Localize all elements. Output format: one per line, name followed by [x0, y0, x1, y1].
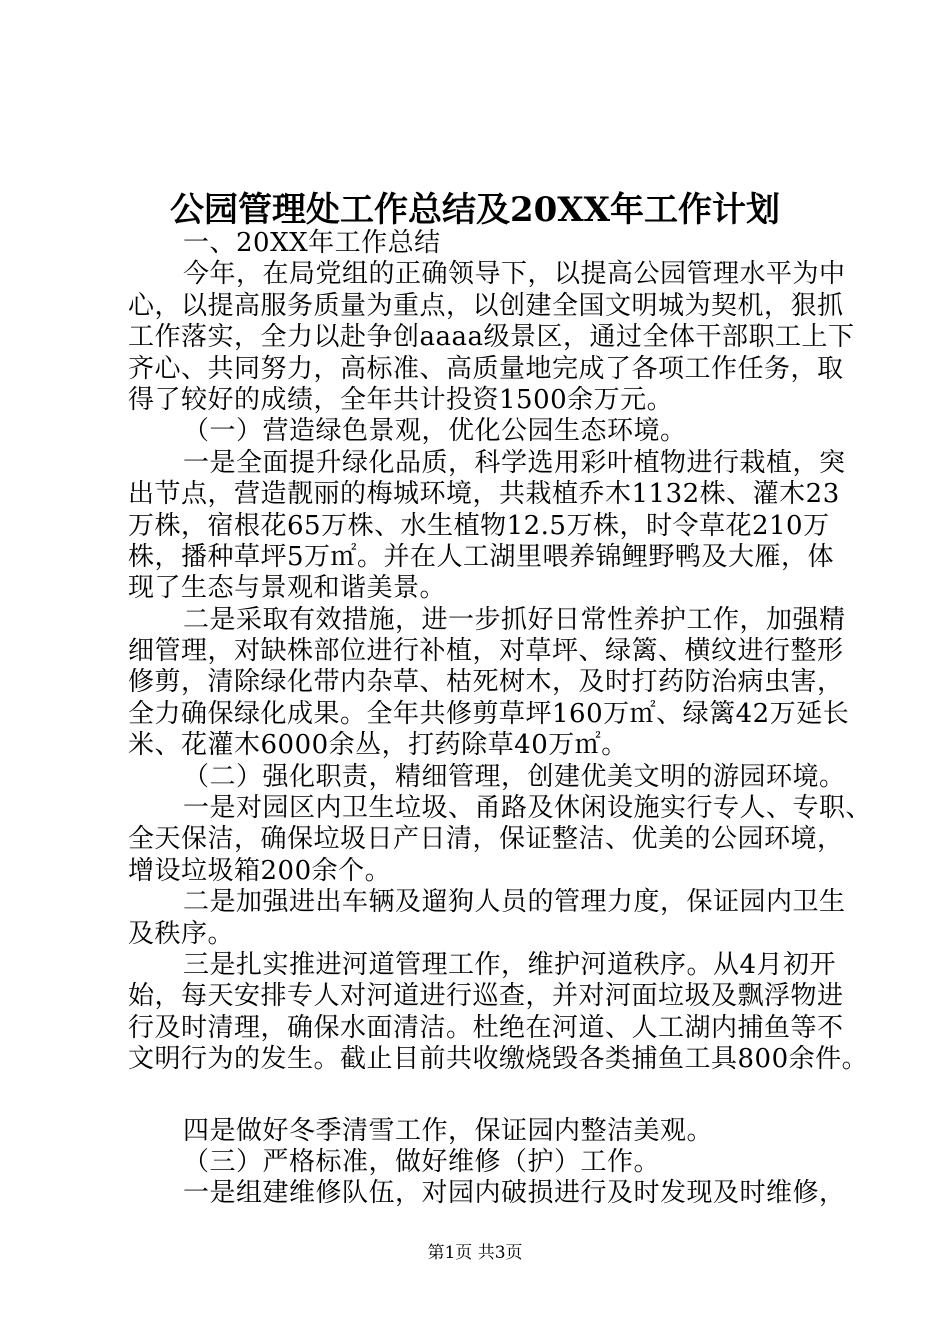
- paragraph-line: 齐心、共同努力，高标准、高质量地完成了各项工作任务，取: [128, 353, 844, 384]
- paragraph-line: 株，播种草坪5万㎡。并在人工湖里喂养锦鲤野鸭及大雁，体: [128, 541, 835, 572]
- paragraph-line: 修剪，清除绿化带内杂草、枯死树木，及时打药防治病虫害，: [128, 667, 844, 698]
- paragraph-line: 增设垃圾箱200余个。: [128, 855, 392, 886]
- paragraph-line: 行及时清理，确保水面清洁。杜绝在河道、人工湖内捕鱼等不: [128, 1012, 844, 1043]
- paragraph-line: 米、花灌木6000余丛，打药除草40万㎡。: [128, 730, 628, 761]
- paragraph-line: 现了生态与景观和谐美景。: [128, 573, 447, 604]
- paragraph-line: 得了较好的成绩，全年共计投资1500余万元。: [128, 384, 674, 415]
- page-footer: 第1页 共3页: [427, 1243, 523, 1263]
- paragraph-line: 全天保洁，确保垃圾日产日清，保证整洁、优美的公园环境，: [128, 824, 844, 855]
- paragraph-gap: [128, 1076, 858, 1116]
- subsection-heading: （二）强化职责，精细管理，创建优美文明的游园环境。: [183, 761, 846, 792]
- paragraph-line: 细管理，对缺株部位进行补植，对草坪、绿篱、横纹进行整形: [128, 636, 844, 667]
- section-heading: 一、20XX年工作总结: [183, 228, 441, 258]
- paragraph-line: 三是扎实推进河道管理工作，维护河道秩序。从4月初开: [183, 949, 837, 980]
- paragraph-line: 二是加强进出车辆及遛狗人员的管理力度，保证园内卫生: [183, 887, 846, 918]
- paragraph-line: 四是做好冬季清雪工作，保证园内整洁美观。: [183, 1115, 714, 1146]
- paragraph-line: 出节点，营造靓丽的梅城环境，共栽植乔木1132株、灌木23: [128, 479, 840, 510]
- subsection-heading: （一）营造绿色景观，优化公园生态环境。: [183, 416, 687, 447]
- paragraph-line: 一是组建维修队伍，对园内破损进行及时发现及时维修，: [183, 1178, 846, 1209]
- document-title: 公园管理处工作总结及20XX年工作计划: [169, 190, 781, 230]
- paragraph-line: 全力确保绿化成果。全年共修剪草坪160万㎡、绿篱42万延长: [128, 698, 850, 729]
- paragraph-line: 一是全面提升绿化品质，科学选用彩叶植物进行栽植，突: [183, 447, 846, 478]
- paragraph-line: 及秩序。: [128, 918, 235, 949]
- paragraph-line: 今年，在局党组的正确领导下，以提高公园管理水平为中: [183, 259, 846, 290]
- paragraph-line: 万株，宿根花65万株、水生植物12.5万株，时令草花210万: [128, 510, 830, 541]
- subsection-heading: （三）严格标准，做好维修（护）工作。: [183, 1146, 661, 1177]
- paragraph-line: 一是对园区内卫生垃圾、甬路及休闲设施实行专人、专职、: [183, 793, 873, 824]
- paragraph-line: 二是采取有效措施，进一步抓好日常性养护工作，加强精: [183, 604, 846, 635]
- paragraph-line: 文明行为的发生。截止目前共收缴烧毁各类捕鱼工具800余件。: [128, 1044, 869, 1075]
- paragraph-line: 工作落实，全力以赴争创aaaa级景区，通过全体干部职工上下: [128, 322, 855, 353]
- document-body: [128, 228, 873, 1210]
- paragraph-line: 始，每天安排专人对河道进行巡查，并对河面垃圾及飘浮物进: [128, 981, 844, 1012]
- paragraph-line: 心，以提高服务质量为重点，以创建全国文明城为契机，狠抓: [128, 290, 844, 321]
